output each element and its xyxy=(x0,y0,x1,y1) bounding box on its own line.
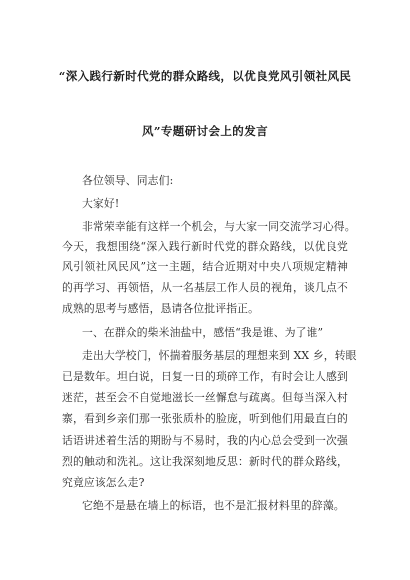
greeting: 大家好! xyxy=(82,197,120,210)
body-line: 非常荣幸能有这样一个机会，与大家一同交流学习心得。 xyxy=(82,220,356,233)
body-line: 的再学习、再领悟，从一名基层工作人员的视角，谈几点不 xyxy=(62,281,348,294)
section-heading: 一、在群众的柴米油盐中，感悟“我是谁、为了谁” xyxy=(82,326,324,339)
document-title-line-2: 风”专题研讨会上的发言 xyxy=(141,124,268,138)
body-line: 究竟应该怎么走? xyxy=(62,476,145,489)
salutation: 各位领导、同志们: xyxy=(82,174,174,187)
document-title-line-1: “深入践行新时代党的群众路线，以优良党风引领社风民 xyxy=(58,69,352,83)
body-line: 今天，我想围绕“深入践行新时代党的群众路线，以优良党 xyxy=(62,240,348,253)
body-line: 风引领社风民风”这一主题，结合近期对中央八项规定精神 xyxy=(62,260,348,273)
body-line: 话语讲述着生活的期盼与不易时，我的内心总会受到一次强 xyxy=(62,434,348,447)
body-line: 烈的触动和洗礼。这让我深刻地反思：新时代的群众路线， xyxy=(62,455,348,468)
body-line: 寨，看到乡亲们那一张张质朴的脸庞，听到他们用最直白的 xyxy=(62,412,348,425)
body-line: 迷茫，甚至会不自觉地滋长一丝懈怠与疏离。但每当深入村 xyxy=(62,391,348,404)
body-line: 走出大学校门，怀揣着服务基层的理想来到 XX 乡，转眼 xyxy=(82,349,357,362)
body-line: 已是数年。坦白说，日复一日的琐碎工作，有时会让人感到 xyxy=(62,370,348,383)
body-line: 它绝不是悬在墙上的标语，也不是汇报材料里的辞藻。 xyxy=(82,499,345,512)
body-line: 成熟的思考与感悟，恳请各位批评指正。 xyxy=(62,302,260,315)
